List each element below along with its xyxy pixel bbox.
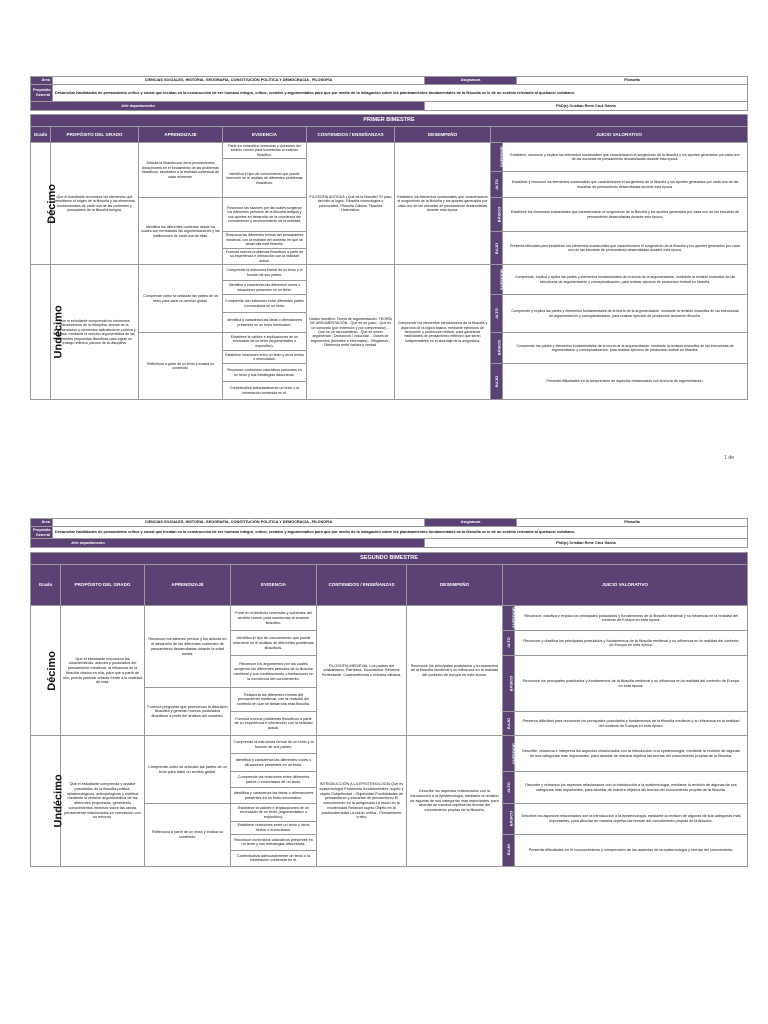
- juicio-undecimo-basico: Comprende las partes y elementos fundamentales de la teoría de la argumentación, mediante la revisión exaustiva de las estructuras de argumentación y conceptualización, para realizar ejercicio de producción textual en filosofía.: [503, 333, 748, 364]
- evidencia-undecimo-8: Contextualiza adecuadamente un texto o la información contenida en él.: [231, 850, 317, 866]
- aprendizaje-undecimo-1: Comprende cómo se articulan las partes de un texto para darle un sentido global.: [139, 265, 223, 333]
- proposito-general-value: Desarrollar habilidades de pensamiento crítico y social que incidan en la construcción de ser humano íntegro, crítico, creativo y argumentativo para que por medio de la indagación sobre los planteamientos fundamentales de la filosofía se le dé un sentido relevante al quehacer cotidiano.: [53, 527, 748, 539]
- evidencia-undecimo-1: Comprende la estructura formal de un texto y la función de sus partes.: [231, 736, 317, 754]
- sheet-primer-bimestre: [30, 76, 748, 400]
- aprendizaje-decimo-2: Formula preguntas que promuevan la discusión filosófica y generan nuevos postulados filosóficos a partir del análisis del contexto.: [145, 688, 231, 736]
- asignatura-value: Filosofía: [517, 77, 748, 85]
- area-value: CIENCIAS SOCIALES, HISTORIA, GEOGRAFÍA, CONSTITUCIÓN POLÍTICA Y DEMOCRACIA , FILOSOFÍA: [53, 519, 425, 527]
- proposito-general-label: Propósito General: [31, 527, 53, 539]
- col-desempeno: DESEMPEÑO: [395, 126, 491, 142]
- level-superior: SUPERIOR: [503, 736, 515, 772]
- col-juicio: JUICIO VALORATIVO: [503, 565, 748, 606]
- desempeno-decimo: Reconoce los principales postulados y fundamentos de la filosofía medieval y su influencia en la realidad del contexto de europa en esta época.: [407, 606, 503, 736]
- level-superior: SUPERIOR: [491, 265, 503, 295]
- aprendizaje-decimo-1: Articula la filosofía con otros pensamientos disciplinares en el fundamento de las problemas filosóficos, asociados a la realidad contextual de cada momento.: [139, 142, 223, 197]
- evidencia-decimo-4: Relaciona las diferentes formas del pensamiento medieval, con la realidad del contexto en que se desarrolla esta filosofía.: [223, 232, 307, 248]
- page-number: 1 de: [724, 455, 734, 461]
- col-contenidos: CONTENIDOS / ENSEÑANZAS: [317, 565, 407, 606]
- juicio-undecimo-alto: Comprende y explica las partes y elementos fundamentales de la teoría de la argumentación, mediante la revisión exaustiva de las estructuras de argumentación y conceptualización, para realizar ejercicio de producción textual en filosofía.: [503, 295, 748, 333]
- evidencia-undecimo-6: Establece relaciones entre un texto y otros textos o enunciados.: [231, 822, 317, 834]
- asignatura-label: Asignatura: [425, 77, 517, 85]
- level-alto: ALTO: [503, 631, 515, 656]
- bimestre-title: PRIMER BIMESTRE: [31, 115, 748, 127]
- grade-decimo: Décimo: [31, 142, 51, 264]
- col-juicio: JUICIO VALORATIVO: [491, 126, 748, 142]
- proposito-general-value: Desarrollar habilidades de pensamiento crítico y social que incidan en la construcción de ser humano íntegro, crítico, creativo y argumentativo para que por medio de la indagación sobre los planteamientos fundamentales de la filosofía se le dé un sentido relevante al quehacer cotidiano.: [53, 85, 748, 102]
- level-basico: BÁSICO: [491, 333, 503, 364]
- evidencia-undecimo-4: Identifica y caracteriza las ideas o afirmaciones presentes en un texto informativo.: [223, 313, 307, 333]
- docente-name: PhD(c) Cristian René Cruz Galvis: [425, 539, 748, 548]
- evidencia-decimo-2: Identifica el tipo de conocimiento que puede intervenir en el análisis de diferentes problemas filosóficos.: [223, 159, 307, 198]
- plan-table-2: [30, 552, 748, 866]
- grade-undecimo: Undécimo: [31, 265, 51, 400]
- level-basico: BÁSICO: [503, 656, 515, 712]
- contenidos-undecimo: Núcleo temático: Teoría de argumentación. TEORÍA DE ARGUMENTACIÓN - Qué es un juicio - Qué es un concepto (por extensión y por comprensión). - Qué es un razonamiento - Qué es sinver argumentar - Deducción / Inducción - Clases de argumentos (formales e informales) - Silogismos - Diferencia entre validez y verdad.: [307, 265, 395, 400]
- desempeno-undecimo: Comprende los elementos introductorios de la filosofía y aspectos de la lógica básica, mediante ejercicios de deducción y producción textual, para garantizar habilidades de pensamiento reflexivo que serán indispensables en el abordaje de la asignatura.: [395, 265, 491, 400]
- col-evidencia: EVIDENCIA: [231, 565, 317, 606]
- level-basico: BÁSICO: [491, 198, 503, 232]
- jefe-departamento-label: Jefe departamento: [31, 539, 425, 548]
- col-evidencia: EVIDENCIA: [223, 126, 307, 142]
- area-label: Área: [31, 77, 53, 85]
- juicio-decimo-superior: Establece, reconoce y explica los elementos sustanciales que caracterizaron el surgimiento de la filosofía y los aportes generados por cada uno de las escuelas de pensamiento desarrolladas durante esta época.: [503, 142, 748, 171]
- level-bajo: BAJO: [503, 834, 515, 866]
- sheet-segundo-bimestre: [30, 518, 748, 867]
- evidencia-decimo-1: Pone en entredicho creencias y opiniones del sentido común para someterlas al examen filosófico.: [231, 606, 317, 631]
- evidencia-decimo-1: Parte en entredicho creencias y opiniones del sentido común para someterlas al examen filosófico.: [223, 142, 307, 158]
- evidencia-undecimo-7: Reconoce contenidos valorativos presentes en un texto y sus estrategias discursivas.: [223, 364, 307, 382]
- jefe-departamento-label: Jefe departamento: [31, 102, 425, 111]
- evidencia-decimo-5: Formula nuevos problemas filosóficos a partir de su experiencia e interacción con la realidad actual.: [223, 248, 307, 264]
- col-contenidos: CONTENIDOS / ENSEÑANZAS: [307, 126, 395, 142]
- juicio-undecimo-bajo: Presenta dificultades en la comprensión de aspectos relacionados con la teoría de argumentación.: [503, 364, 748, 400]
- grade-decimo: Décimo: [31, 606, 61, 736]
- contenidos-decimo: FILOSOFÍA MEDIEVAL Los padres del cristianismo. Patrística. Escolástica. Reforma Protestante. Contrarreforma o reforma católica.: [317, 606, 407, 736]
- level-alto: ALTO: [503, 772, 515, 804]
- proposito-decimo: Que el estudiante reconozca las características, autores y postulados del pensamiento medieval, la influencia de la filosofía clásica en ella, para que a partir de ello, pueda postular críticas frente a la realidad de esta.: [61, 606, 145, 736]
- evidencia-decimo-3: Reconoce los argumentos por las cuales surgieron los diferentes periodos de la filosofía medieval y sus contribuciones o limitaciones en la conciencia del conocimiento.: [231, 656, 317, 688]
- asignatura-value: Filosofía: [517, 519, 748, 527]
- col-aprendizaje: APRENDIZAJE: [145, 565, 231, 606]
- proposito-decimo: Que el estudiante reconozca los elementos que permitieron el origen de la filosofía y los elementos fundamentales de cada una de las corrientes y pensadores de la filosofía antigua.: [51, 142, 139, 264]
- juicio-undecimo-superior: Describe, relaciona e interpreta los aspectos relacionados con la introducción a la epistemología, mediante la revisión de algunas de sus categorías más importantes, para abordar de manera objetiva las teorías del conocimiento propias de la filosofía.: [515, 736, 748, 772]
- col-desempeno: DESEMPEÑO: [407, 565, 503, 606]
- col-proposito: PROPÓSITO DEL GRADO: [61, 565, 145, 606]
- evidencia-undecimo-4: Identifica y caracteriza las ideas o afirmaciones presentes en un texto informativo.: [231, 788, 317, 804]
- level-superior: SUPERIOR: [491, 142, 503, 171]
- evidencia-decimo-2: Identifica el tipo de conocimiento que puede intervenir en el análisis de diferentes problemas filosóficos.: [231, 631, 317, 656]
- juicio-undecimo-superior: Comprende, explica y aplica las partes y elementos fundamentales de la teoría de la argumentación, mediante la revisión exaustiva de las estructuras de argumentación y conceptualización, para realizar ejercicio de producción textual en filosofía.: [503, 265, 748, 295]
- aprendizaje-undecimo-1: Comprende cómo se articulan las partes de un texto para darle un sentido global.: [145, 736, 231, 804]
- evidencia-undecimo-3: Comprende las relaciones entre diferentes partes o enunciados de un texto.: [231, 772, 317, 788]
- juicio-decimo-bajo: Presenta dificultad para reconocer los principales postulados y fundamentos de la filosofía medieval y su influencia en la realidad del contexto de Europa en esta época.: [515, 712, 748, 736]
- level-bajo: BAJO: [491, 364, 503, 400]
- evidencia-decimo-3: Reconoce las razones por las cuales surgieron los diferentes periodos de la filosofía antigua y sus aportes en desarrollo de la conciencia del conocimiento y reconocimiento de la realidad.: [223, 198, 307, 232]
- plan-table-1: [30, 114, 748, 400]
- col-grado: Grado: [31, 126, 51, 142]
- evidencia-undecimo-2: Identifica y caracteriza las diferentes voces o situaciones presentes en un texto.: [223, 281, 307, 295]
- desempeno-decimo: Establece los elementos sustanciales que caracterizaron el surgimiento de la filosofía y los aportes generados por cada uno de las escuelas de pensamiento desarrolladas durante esta época.: [395, 142, 491, 264]
- juicio-decimo-basico: Reconoce los principales postulados y fundamentos de la filosofía medieval y su influencia en la realidad del contexto de Europa en esta época.: [515, 656, 748, 712]
- juicio-decimo-alto: Establece y reconoce los elementos sustanciales que caracterizaron el surgimiento de la filosofía y los aportes generados por cada uno de las escuelas de pensamiento desarrolladas durante esta época.: [503, 172, 748, 198]
- evidencia-undecimo-7: Reconoce contenidos valorativos presentes en un texto y sus estrategias discursivas.: [231, 834, 317, 850]
- evidencia-decimo-4: Relaciona las diferentes formas del pensamiento medieval, con la realidad del contexto en que se desarrolla esta filosofía.: [231, 688, 317, 712]
- area-label: Área: [31, 519, 53, 527]
- docente-name: PhD(c) Cristian René Cruz Galvis: [425, 102, 748, 111]
- level-alto: ALTO: [491, 295, 503, 333]
- juicio-decimo-superior: Reconoce, clasifica y explica los principales postulados y fundamentos de la filosofía medieval y su influencia en la realidad del contexto de Europa en esta época.: [515, 606, 748, 631]
- grade-undecimo: Undécimo: [31, 736, 61, 866]
- evidencia-undecimo-8: Contextualiza adecuadamente un texto o la información contenida en él.: [223, 382, 307, 400]
- aprendizaje-undecimo-2: Reflexiona a partir de un texto y evalúa su contenido.: [145, 804, 231, 866]
- evidencia-undecimo-2: Identifica y caracteriza las diferentes voces o situaciones presentes en un texto.: [231, 754, 317, 772]
- aprendizaje-decimo-1: Reconoce los saberes previos y los articula en el desarrollo de las diferentes corrientes de pensamiento desarrolladas durante la edad media.: [145, 606, 231, 688]
- contenidos-decimo: FILOSOFÍA ANTIGUA ¿Qué es la filosofía? El paso del mito al logos. Filosofía cosmológica o presocrática. Filosofía Clásica. Filosofía Helenística.: [307, 142, 395, 264]
- level-basico: BÁSICO: [503, 804, 515, 834]
- bimestre-title: SEGUNDO BIMESTRE: [31, 553, 748, 565]
- evidencia-undecimo-5: Establece la validez e implicaciones de un enunciado de un texto (argumentativo o expositivo).: [223, 333, 307, 351]
- juicio-undecimo-alto: Describe y relaciona los aspectos relacionados con la introducción a la epistemología, mediante la revisión de algunas de sus categorías más importantes, para abordar de manera objetiva las teorías del conocimiento propias de la filosofía.: [515, 772, 748, 804]
- col-grado: Grado: [31, 565, 61, 606]
- evidencia-undecimo-5: Establece la validez e implicaciones de un enunciado de un texto (argumentativo o expositivo).: [231, 804, 317, 822]
- col-proposito: PROPÓSITO DEL GRADO: [51, 126, 139, 142]
- header-table: [30, 518, 748, 548]
- area-value: CIENCIAS SOCIALES, HISTORIA, GEOGRAFÍA, CONSTITUCIÓN POLÍTICA Y DEMOCRACIA , FILOSOFÍA: [53, 77, 425, 85]
- level-alto: ALTO: [491, 172, 503, 198]
- col-aprendizaje: APRENDIZAJE: [139, 126, 223, 142]
- header-table: [30, 76, 748, 111]
- aprendizaje-undecimo-2: Reflexiona a partir de un texto y evalúa su contenido.: [139, 333, 223, 400]
- level-superior: SUPERIOR: [503, 606, 515, 631]
- juicio-decimo-alto: Reconoce y clasifica los principales postulados y fundamentos de la filosofía medieval y su influencia en la realidad del contexto de Europa en esta época.: [515, 631, 748, 656]
- juicio-decimo-bajo: Presenta dificultad para establecer los elementos sustanciales que caracterizaron el surgimiento de la filosofía y los aportes generados por cada uno de las escuelas de pensamiento desarrolladas durante esta época.: [503, 232, 748, 265]
- evidencia-undecimo-1: Comprende la estructura formal de un texto y la función de sus partes.: [223, 265, 307, 281]
- evidencia-undecimo-6: Establece relaciones entre un texto y otros textos o enunciados.: [223, 351, 307, 364]
- contenidos-undecimo: INTRODUCCIÓN A LA EPISTEMOLOGÍA Qué es epistemología Problemas fundamentales: sujeto y objeto Subjetividad - Objetividad Posibilidades de pensamiento y escuelas de pensamiento El conocimiento en la antigüedad La razón en la modernidad Relación sujeto Objeto en la postmodernidad La razón crítica - Pensamiento crítico: [317, 736, 407, 866]
- asignatura-label: Asignatura: [425, 519, 517, 527]
- evidencia-decimo-5: Formula nuevos problemas filosóficos a partir de su experiencia e interacción con la realidad actual.: [231, 712, 317, 736]
- juicio-undecimo-bajo: Presenta dificultades en el reconocimiento y comprensión de los aspectos de la epistemología y teorías del conocimiento.: [515, 834, 748, 866]
- juicio-undecimo-basico: Describe los aspectos relacionados con la introducción a la epistemología, mediante la revisión de algunas de sus categorías más importantes, para abordar de manera objetiva las teorías del conocimiento propias de la filosofía.: [515, 804, 748, 834]
- proposito-general-label: Propósito General: [31, 85, 53, 102]
- aprendizaje-decimo-2: Identifica los diferentes contextos desde los cuales son formuladas las argumentaciones y las instituciones de cada una de ellas.: [139, 198, 223, 265]
- desempeno-undecimo: Describe los aspectos relacionados con la introducción a la epistemología, mediante la revisión de algunas de sus categorías más importantes, para abordar de manera objetiva las teorías del conocimiento propias de la filosofía.: [407, 736, 503, 866]
- juicio-decimo-basico: Establece los elementos sustanciales que caracterizaron el surgimiento de la filosofía y los aportes generados por cada uno de las escuelas de pensamiento desarrolladas durante esta época.: [503, 198, 748, 232]
- level-bajo: BAJO: [491, 232, 503, 265]
- level-bajo: BAJO: [503, 712, 515, 736]
- proposito-undecimo: Que el estudiante comprenda y analice postulados de la filosofía política, epistemológicos, antropológicos y estética mediante la revisión argumentativa de las diferentes propuestas, generando conocimientos mínimos sobre las ramas pensamiento relacionadas en correlación con su entorno.: [61, 736, 145, 866]
- proposito-undecimo: Que el estudiante comprenda los elementos introductorios de la disciplina, teorías de la argumentación y elementos aplicativos en política y estética, mediante la revisión argumentativa de las diferentes propuestas filosóficas para lograr un trabajo reflexivo juicioso de la disciplina.: [51, 265, 139, 400]
- evidencia-undecimo-3: Comprende las relaciones entre diferentes partes o enunciados de un texto.: [223, 295, 307, 313]
